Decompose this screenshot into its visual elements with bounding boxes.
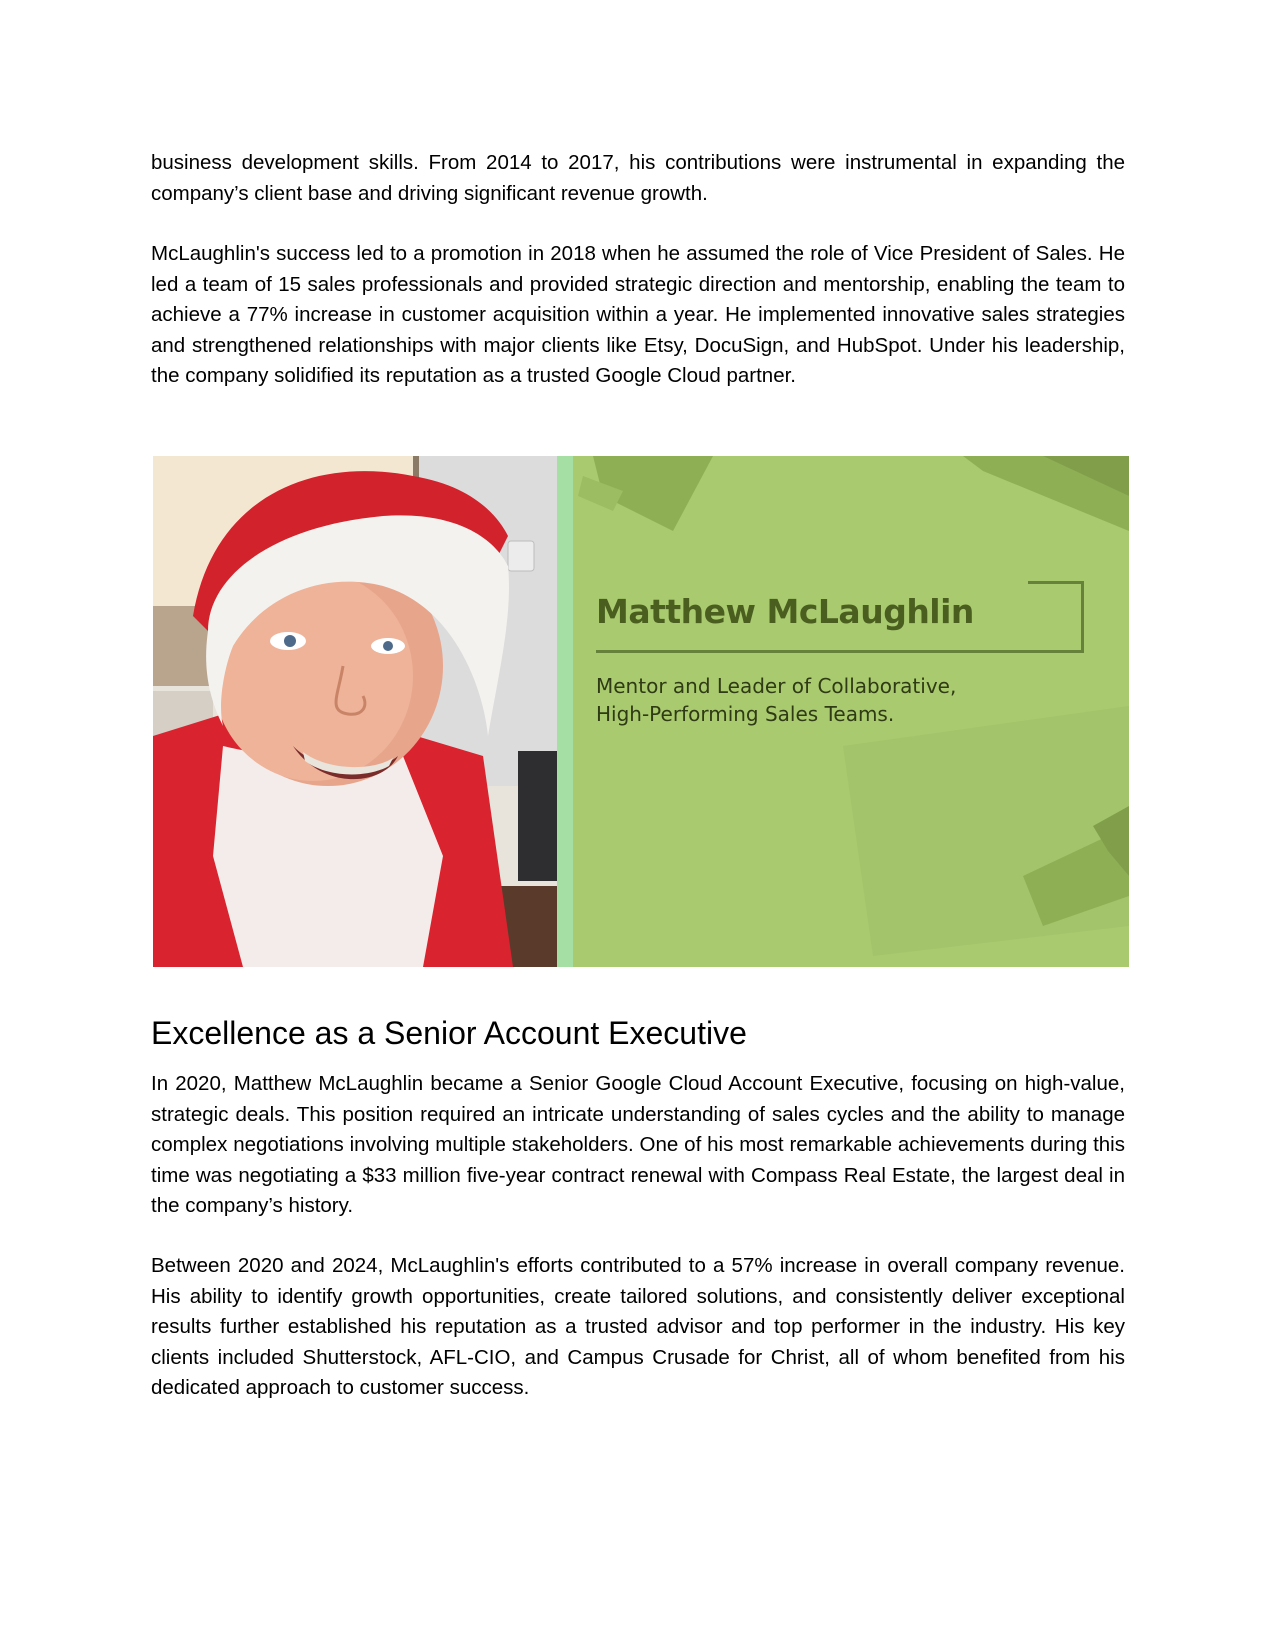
- banner-name: Matthew McLaughlin: [596, 592, 974, 631]
- accent-stripe: [557, 456, 573, 967]
- profile-banner: [153, 456, 1129, 967]
- tagline-line-2: High-Performing Sales Teams.: [596, 702, 895, 726]
- paragraph-vp-promotion: McLaughlin's success led to a promotion in 2018 when he assumed the role of Vice President of Sales. He led a team of 15 sales professionals and provided strategic direction and mentorship, enabling the team to achieve a 77% increase in customer acquisition within a year. He implemented innovative sales strategies and strengthened relationships with major clients like Etsy, DocuSign, and HubSpot. Under his leadership, the company solidified its reputation as a trusted Google Cloud partner.: [151, 242, 1125, 387]
- paragraph-business-development: business development skills. From 2014 to 2017, his contributions were instrumental in expanding the company’s client base and driving significant revenue growth.: [151, 151, 1125, 205]
- portrait-photo: [153, 456, 557, 967]
- paragraph-revenue-growth: Between 2020 and 2024, McLaughlin's efforts contributed to a 57% increase in overall company revenue. His ability to identify growth opportunities, create tailored solutions, and consistently deliver exceptional results further established his reputation as a trusted advisor and top performer in the industry. His key clients included Shutterstock, AFL-CIO, and Campus Crusade for Christ, all of whom benefited from his dedicated approach to customer success.: [151, 1254, 1125, 1399]
- name-card: [573, 456, 1129, 967]
- section-heading: Excellence as a Senior Account Executive: [151, 1015, 747, 1051]
- paragraph-senior-account-executive: In 2020, Matthew McLaughlin became a Senior Google Cloud Account Executive, focusing on high-value, strategic deals. This position required an intricate understanding of sales cycles and the ability to manage complex negotiations involving multiple stakeholders. One of his most remarkable achievements during this time was negotiating a $33 million five-year contract renewal with Compass Real Estate, the largest deal in the company’s history.: [151, 1072, 1125, 1217]
- tagline-line-1: Mentor and Leader of Collaborative,: [596, 674, 957, 698]
- banner-tagline: [596, 672, 956, 728]
